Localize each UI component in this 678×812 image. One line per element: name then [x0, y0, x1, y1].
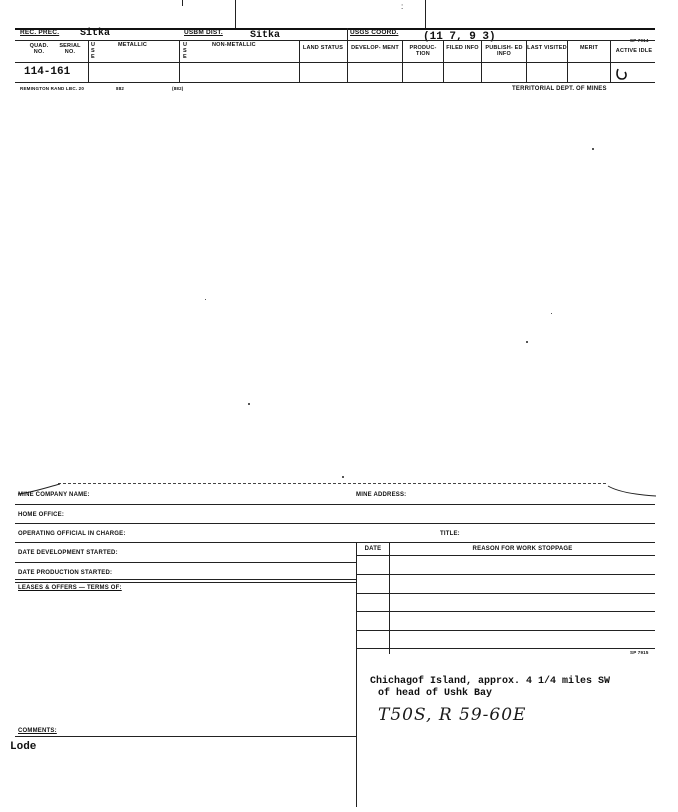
mine-address-label: MINE ADDRESS: — [356, 492, 407, 498]
header-data-rule — [15, 62, 655, 63]
form-rule — [15, 523, 655, 524]
col-merit: MERIT — [579, 45, 599, 51]
header-divider — [235, 0, 236, 28]
form-number-top: SP 7914 — [630, 38, 649, 43]
mine-company-name-label: MINE COMPANY NAME: — [18, 492, 90, 498]
col-non-metallic: NON-METALLIC — [212, 42, 256, 48]
table-rule — [356, 648, 655, 649]
title-label: TITLE: — [440, 531, 460, 537]
speck — [551, 313, 552, 314]
home-office-label: HOME OFFICE: — [18, 512, 65, 518]
col-rule — [610, 40, 611, 82]
col-rule — [526, 40, 527, 82]
speck — [592, 148, 594, 150]
header-row-rule — [15, 40, 655, 41]
card-curl — [0, 476, 678, 502]
comments-value: Lode — [10, 741, 37, 753]
col-development: DEVELOP- MENT — [351, 45, 399, 51]
rec-prec-value: Sitka — [80, 28, 111, 39]
location-line-2: of head of Ushk Bay — [378, 688, 493, 699]
col-rule — [402, 40, 403, 82]
table-rule — [356, 555, 655, 556]
department-label: TERRITORIAL DEPT. OF MINES — [512, 86, 607, 92]
col-rule — [347, 28, 348, 82]
printer-mark: REMINGTON RAND LBC. 20 — [20, 86, 85, 91]
form-rule — [15, 504, 655, 505]
table-rule — [356, 611, 655, 612]
header-tick-marks: : — [401, 2, 404, 11]
active-idle-mark — [612, 66, 630, 84]
col-rule — [481, 40, 482, 82]
speck — [526, 341, 528, 343]
form-number-bottom: SP 7915 — [630, 650, 649, 655]
col-published-info: PUBLISH- ED INFO — [485, 45, 523, 57]
mark-code-2: (882) — [172, 86, 184, 91]
usgs-coord-label: USGS COORD. — [350, 29, 399, 36]
col-last-visited: LAST VISITED — [527, 45, 567, 51]
location-line-1: Chichagof Island, approx. 4 1/4 miles SW — [370, 676, 611, 687]
table-rule — [356, 574, 655, 575]
form-rule — [15, 542, 655, 543]
reason-col-header: REASON FOR WORK STOPPAGE — [472, 546, 573, 552]
col-rule — [88, 40, 89, 82]
date-col-header: DATE — [364, 546, 382, 552]
section-divider — [356, 542, 357, 807]
township-range: T50S, R 59-60E — [378, 705, 527, 725]
header-divider — [425, 0, 426, 28]
speck — [248, 403, 250, 405]
speck — [205, 299, 206, 300]
rec-prec-label: REC. PREC. — [20, 29, 60, 36]
usbm-dist-value: Sitka — [250, 30, 281, 41]
form-rule — [15, 736, 356, 737]
col-filed-info: FILED INFO — [446, 45, 479, 51]
quad-serial-value: 114-161 — [24, 66, 71, 78]
col-use-left: U S E — [91, 42, 96, 60]
mark-code: 882 — [116, 86, 125, 91]
date-development-label: DATE DEVELOPMENT STARTED: — [18, 550, 118, 556]
col-active-idle: ACTIVE IDLE — [615, 48, 653, 54]
header-bottom-rule — [15, 82, 655, 83]
header-tick — [182, 0, 183, 6]
form-rule — [15, 582, 356, 583]
usgs-coord-value: (11 7, 9 3) — [423, 31, 496, 43]
form-rule — [15, 579, 356, 580]
col-rule — [567, 40, 568, 82]
comments-label: COMMENTS: — [18, 728, 57, 734]
col-metallic: METALLIC — [118, 42, 147, 48]
operating-official-label: OPERATING OFFICIAL IN CHARGE: — [18, 531, 126, 537]
col-rule — [299, 40, 300, 82]
col-production: PRODUC- TION — [409, 45, 437, 57]
col-rule — [443, 40, 444, 82]
form-rule — [15, 562, 356, 563]
table-rule — [356, 630, 655, 631]
col-use-right: U S E — [183, 42, 188, 60]
table-col-rule — [389, 542, 390, 654]
leases-offers-label: LEASES & OFFERS — TERMS OF: — [18, 585, 122, 591]
header-top-rule — [15, 28, 655, 30]
usbm-dist-label: USBM DIST. — [184, 29, 223, 36]
col-serial-no: SERIAL NO. — [59, 43, 81, 55]
col-land-status: LAND STATUS — [302, 45, 344, 51]
col-quad-no: QUAD. NO. — [29, 43, 49, 55]
col-rule — [179, 40, 180, 82]
date-production-label: DATE PRODUCTION STARTED: — [18, 570, 113, 576]
table-rule — [356, 593, 655, 594]
